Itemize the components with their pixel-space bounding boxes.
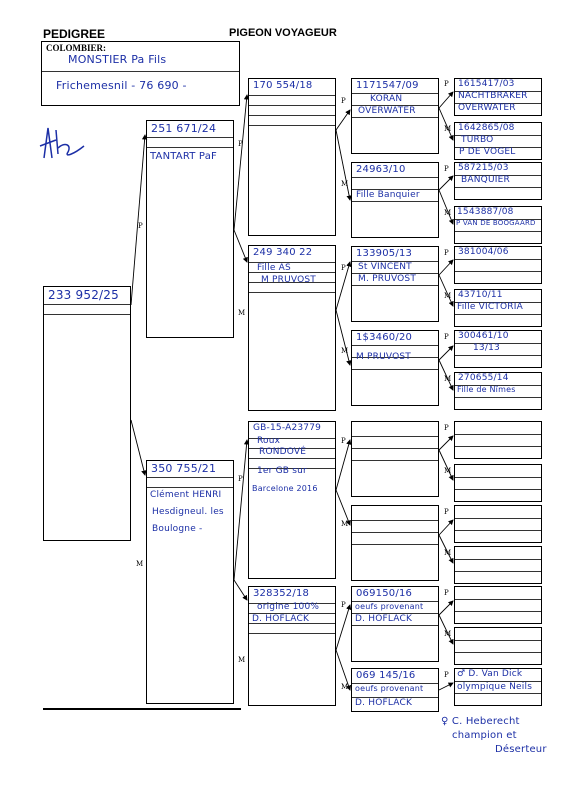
gen4-mmf-line1: oeufs provenant: [355, 602, 424, 611]
gen3-ff-ring: 170 554/18: [253, 80, 313, 91]
gen4-mmm-ring: 069 145/16: [356, 670, 416, 681]
gen4-mmf-ring: 069150/16: [356, 588, 413, 599]
gen3-mf-line2: RONDOVÉ: [259, 447, 307, 457]
marker-p: P: [341, 264, 346, 272]
marker-m: M: [444, 375, 452, 383]
marker-p: P: [444, 333, 449, 341]
marker-m: M: [238, 656, 246, 664]
gen3-mf-line4: Barcelone 2016: [252, 484, 318, 493]
gen4-fff-line1: KORAN: [370, 94, 403, 104]
gen5-15-line2: olympique Neils: [457, 682, 533, 692]
gen3-mf-line3: 1er GB sur: [257, 466, 307, 476]
gen5-1-ring: 1615417/03: [458, 79, 515, 89]
note-line1: ♀ C. Heberecht: [441, 716, 520, 727]
marker-p: P: [238, 475, 243, 483]
gen5-7-ring: 300461/10: [458, 331, 509, 341]
gen4-fmm-ring: 1$3460/20: [356, 332, 413, 343]
marker-m: M: [136, 560, 144, 568]
gen5-1-line2: OVERWATER: [458, 103, 516, 113]
marker-p: P: [341, 437, 346, 445]
gen5-4-ring: 1543887/08: [457, 207, 514, 217]
dam-line2: Hesdigneul. les: [152, 507, 224, 517]
gen5-2-ring: 1642865/08: [458, 123, 515, 133]
dam-line3: Boulogne -: [152, 524, 203, 534]
marker-p: P: [238, 140, 243, 148]
page-title: PEDIGREE: [43, 27, 106, 41]
gen5-1-line1: NACHTBRAKER: [458, 91, 528, 101]
marker-m: M: [444, 125, 452, 133]
gen4-fmf-line2: M. PRUVOST: [358, 274, 417, 284]
marker-p: P: [444, 249, 449, 257]
gen3-fm-line1: Fille AS: [257, 263, 291, 273]
dam-ring: 350 755/21: [151, 462, 217, 475]
gen3-mf-ring: GB-15-A23779: [253, 423, 322, 433]
dam-line1: Clément HENRI: [150, 490, 222, 500]
gen4-ffm-line1: Fille Banquier: [356, 190, 420, 200]
gen5-15-line1: ♂ D. Van Dick: [457, 669, 523, 679]
note-line2: champion et: [452, 730, 517, 741]
marker-m: M: [341, 683, 349, 691]
marker-p: P: [138, 222, 143, 230]
gen3-fm-ring: 249 340 22: [253, 247, 313, 258]
marker-p: P: [444, 80, 449, 88]
gen5-4-line1: P VAN DE BOOGAARD: [456, 219, 536, 227]
marker-p: P: [341, 97, 346, 105]
gen3-mm-line2: D. HOFLACK: [252, 614, 310, 624]
marker-p: P: [341, 601, 346, 609]
gen4-ffm-ring: 24963/10: [356, 164, 406, 175]
gen3-mf-line1: Roux: [257, 436, 281, 446]
gen5-6-ring: 43710/11: [458, 290, 503, 300]
colombier-owner: MONSTIER Pa Fils: [68, 53, 167, 66]
gen3-mm-ring: 328352/18: [253, 588, 310, 599]
gen3-fm-line2: M PRUVOST: [261, 275, 316, 285]
marker-p: P: [444, 589, 449, 597]
gen4-fff-ring: 1171547/09: [356, 80, 419, 91]
sire-ring: 251 671/24: [151, 122, 217, 135]
gen5-8-line1: Fille de Nîmes: [457, 385, 516, 394]
marker-m: M: [341, 347, 349, 355]
marker-m: M: [444, 209, 452, 217]
gen4-fmf-ring: 133905/13: [356, 248, 413, 259]
gen4-fmm-line1: M PRUVOST: [356, 352, 411, 362]
marker-p: P: [444, 671, 449, 679]
marker-m: M: [341, 520, 349, 528]
gen4-fmf-line1: St VINCENT: [358, 262, 412, 272]
gen4-mmm-line1: oeufs provenant: [355, 684, 424, 693]
colombier-address: Frichemesnil - 76 690 -: [56, 79, 187, 92]
gen5-3-ring: 587215/03: [458, 163, 509, 173]
note-line3: Déserteur: [495, 744, 547, 755]
gen4-mmm-line2: D. HOFLACK: [355, 698, 413, 708]
marker-m: M: [444, 630, 452, 638]
gen5-2-line1: TURBO: [461, 135, 494, 145]
gen3-mm-line1: origine 100%: [257, 602, 320, 612]
subject-ring: 233 952/25: [48, 288, 119, 302]
colombier-label: COLOMBIER:: [46, 43, 107, 53]
marker-p: P: [444, 424, 449, 432]
marker-m: M: [444, 467, 452, 475]
gen5-5-ring: 381004/06: [458, 247, 509, 257]
marker-p: P: [444, 508, 449, 516]
gen5-6-line1: Fille VICTORIA: [457, 302, 523, 312]
gen4-mmf-line2: D. HOFLACK: [355, 614, 413, 624]
gen5-2-line2: P DE VOGEL: [459, 147, 516, 157]
marker-p: P: [444, 165, 449, 173]
marker-m: M: [444, 549, 452, 557]
gen4-fff-line2: OVERWATER: [358, 106, 416, 116]
sire-name: TANTART PaF: [150, 151, 217, 162]
marker-m: M: [444, 292, 452, 300]
page-subtitle: PIGEON VOYAGEUR: [229, 27, 337, 39]
gen5-8-ring: 270655/14: [458, 373, 509, 383]
marker-m: M: [238, 309, 246, 317]
gen5-3-line1: BANQUIER: [461, 175, 510, 185]
gen5-7-line1: 13/13: [473, 343, 500, 353]
marker-m: M: [341, 180, 349, 188]
